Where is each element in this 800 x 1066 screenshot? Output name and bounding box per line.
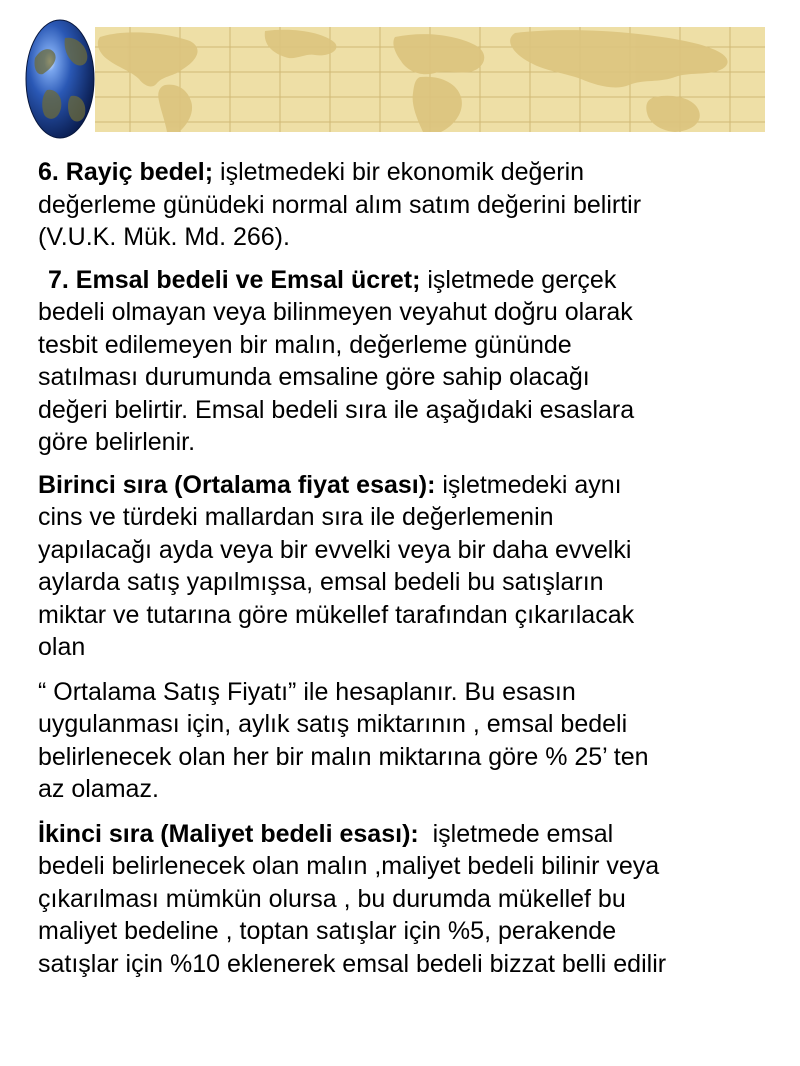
paragraph-emsal-bedeli (38, 264, 788, 459)
text-line (38, 156, 788, 189)
paragraph-heading: 6. Rayiç bedel; (38, 158, 214, 186)
text-line: göre belirlenir. (38, 428, 196, 456)
text-line: yapılacağı ayda veya bir evvelki veya bir daha evvelki (38, 535, 632, 564)
paragraph-heading: Birinci sıra (Ortalama fiyat esası): (38, 470, 436, 499)
world-map-graphic (95, 27, 765, 132)
text-line: miktar ve tutarına göre mükellef tarafından çıkarılacak (38, 600, 635, 629)
world-map-banner (95, 27, 765, 132)
paragraph-ortalama-satis-fiyati (38, 676, 788, 806)
text-line: olan (38, 633, 86, 661)
paragraph-text: işletmedeki bir ekonomik değerin (213, 158, 585, 186)
document-body (38, 156, 788, 980)
paragraph-heading: İkinci sıra (Maliyet bedeli esası): (38, 819, 419, 848)
paragraph-text: işletmede emsal (418, 819, 614, 848)
text-line: uygulanması için, aylık satış miktarının , emsal bedeli (38, 710, 628, 738)
paragraph-rayic-bedel (38, 156, 788, 254)
text-line: bedeli olmayan veya bilinmeyen veyahut doğru olarak (38, 298, 633, 326)
text-line: değerleme günüdeki normal alım satım değerini belirtir (38, 190, 642, 219)
text-line: az olamaz. (38, 775, 159, 803)
paragraph-ikinci-sira (38, 818, 788, 981)
text-line: maliyet bedeline , toptan satışlar için %5, perakende (38, 917, 617, 945)
text-line: aylarda satış yapılmışsa, emsal bedeli bu satışların (38, 568, 604, 596)
globe-graphic (25, 18, 95, 140)
paragraph-birinci-sira (38, 469, 788, 664)
text-line: cins ve türdeki mallardan sıra ile değerlemenin (38, 503, 554, 531)
text-line: satışlar için %10 eklenerek emsal bedeli bizzat belli edilir (38, 949, 667, 978)
text-line: satılması durumunda emsaline göre sahip olacağı (38, 363, 590, 391)
text-line: tesbit edilemeyen bir malın, değerleme gününde (38, 330, 572, 359)
text-line: (V.U.K. Mük. Md. 266). (38, 223, 290, 251)
globe-icon (25, 18, 95, 140)
paragraph-text: işletmede gerçek (420, 265, 617, 294)
text-line: “ Ortalama Satış Fiyatı” ile hesaplanır. Bu esasın (38, 677, 576, 706)
text-line: değeri belirtir. Emsal bedeli sıra ile aşağıdaki esaslara (38, 395, 635, 424)
text-line: belirlenecek olan her bir malın miktarına göre % 25’ ten (38, 742, 649, 771)
text-line: çıkarılması mümkün olursa , bu durumda mükellef bu (38, 884, 626, 913)
paragraph-heading: 7. Emsal bedeli ve Emsal ücret; (48, 265, 421, 294)
text-line (38, 818, 788, 851)
text-line (38, 469, 788, 502)
paragraph-text: işletmedeki aynı (435, 470, 622, 499)
text-line: bedeli belirlenecek olan malın ,maliyet bedeli bilinir veya (38, 852, 660, 880)
text-line (38, 264, 788, 297)
